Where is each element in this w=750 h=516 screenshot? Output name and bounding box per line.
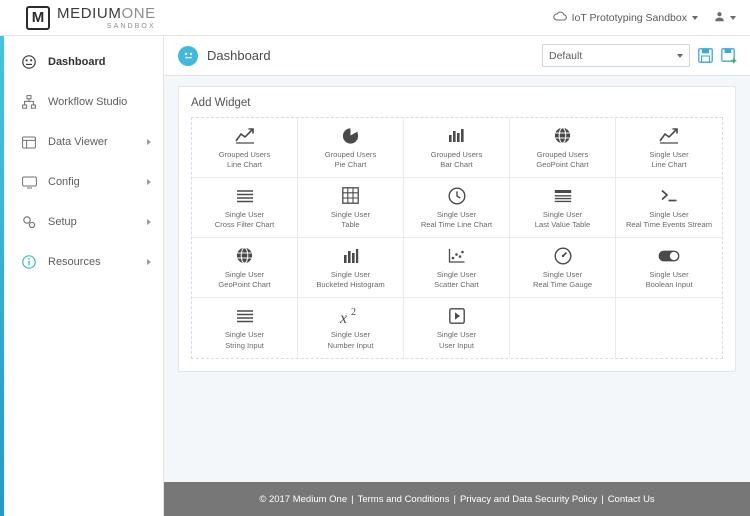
sidebar-item-dashboard[interactable] — [0, 42, 163, 82]
sidebar-item-workflow-studio[interactable] — [0, 82, 163, 122]
brand-subtitle: SANDBOX — [106, 22, 156, 30]
widget-grid-empty-cell — [616, 298, 722, 358]
svg-text:x: x — [339, 310, 347, 326]
widget-label-line1: Single User — [649, 209, 689, 219]
gauge-icon — [554, 245, 572, 267]
widget-label-line1: Single User — [330, 269, 371, 279]
widget-label-line2: User Input — [438, 340, 475, 350]
sidebar-item-config[interactable] — [0, 162, 163, 202]
brand-title — [57, 6, 156, 21]
footer-separator: | — [601, 493, 604, 505]
widget-grouped-users-pie-chart[interactable] — [298, 118, 404, 178]
dashboard-icon — [20, 55, 38, 69]
footer-link-privacy[interactable]: Privacy and Data Security Policy — [459, 493, 598, 505]
chevron-right-icon — [147, 139, 151, 145]
terminal-icon — [660, 185, 678, 207]
widget-label-line1: Single User — [224, 209, 265, 219]
sidebar-item-resources[interactable] — [0, 242, 163, 282]
chevron-right-icon — [147, 179, 151, 185]
widget-single-user-user-input[interactable] — [404, 298, 510, 358]
widget-label-line1: Grouped Users — [218, 149, 271, 159]
widget-label-line2: Scatter Chart — [434, 280, 479, 289]
widget-label-line2: Bucketed Histogram — [316, 280, 385, 289]
globe-icon — [235, 245, 254, 267]
widget-single-user-cross-filter-chart[interactable] — [192, 178, 298, 238]
widget-label-line1: Single User — [436, 209, 477, 219]
widget-grid-empty-cell — [510, 298, 616, 358]
widget-label-line1: Single User — [436, 269, 477, 279]
widget-single-user-scatter-chart[interactable] — [404, 238, 510, 298]
widget-label-line2: GeoPoint Chart — [218, 280, 271, 289]
widget-grouped-users-line-chart[interactable] — [192, 118, 298, 178]
footer-copyright: © 2017 Medium One — [259, 493, 348, 505]
widget-label-line2: Line Chart — [651, 160, 687, 169]
clock-icon — [448, 185, 466, 207]
brand-title-bold: MEDIUM — [57, 4, 122, 22]
top-bar — [0, 0, 750, 36]
widget-single-user-real-time-events-stream[interactable] — [616, 178, 722, 238]
exponent-icon — [339, 305, 363, 327]
brand-logo[interactable] — [26, 6, 156, 30]
save-button[interactable] — [697, 47, 714, 64]
footer — [164, 482, 750, 516]
widget-grid — [192, 118, 722, 358]
widget-label-line2: GeoPoint Chart — [536, 160, 589, 169]
widget-single-user-string-input[interactable] — [192, 298, 298, 358]
globe-icon — [553, 125, 572, 147]
lines-icon — [236, 185, 254, 207]
widget-label-line2: Number Input — [327, 340, 374, 350]
widget-label-line2: Real Time Gauge — [532, 280, 593, 289]
body — [0, 36, 750, 516]
sidebar-item-data-viewer[interactable] — [0, 122, 163, 162]
panel-area — [164, 76, 750, 482]
line-chart-icon — [235, 125, 255, 147]
widget-label-line2: Cross Filter Chart — [214, 220, 275, 229]
play-icon — [449, 305, 465, 327]
widget-single-user-table[interactable] — [298, 178, 404, 238]
user-icon — [714, 11, 725, 25]
widget-label-line1: Single User — [649, 269, 689, 279]
info-icon — [20, 255, 38, 269]
line-chart-icon — [659, 125, 679, 147]
svg-text:2: 2 — [350, 307, 356, 319]
widget-label-line1: Single User — [224, 330, 265, 340]
sidebar — [0, 36, 164, 516]
panel-title: Add Widget — [191, 97, 251, 109]
widget-single-user-bucketed-histogram[interactable] — [298, 238, 404, 298]
chevron-down-icon — [677, 54, 683, 58]
chevron-down-icon — [730, 16, 736, 20]
sidebar-item-setup[interactable] — [0, 202, 163, 242]
widget-label-line1: Grouped Users — [536, 149, 589, 159]
scatter-icon — [448, 245, 466, 267]
user-menu[interactable] — [714, 11, 736, 25]
widget-label-line1: Grouped Users — [430, 149, 483, 159]
chevron-down-icon — [692, 16, 698, 20]
save-as-button[interactable] — [721, 47, 738, 64]
widget-label-line1: Single User — [330, 209, 371, 219]
sidebar-item-label: Workflow Studio — [48, 96, 128, 108]
footer-separator: | — [351, 493, 354, 505]
lines-icon — [236, 305, 254, 327]
brand-text — [57, 6, 156, 30]
dashboard-icon — [178, 46, 198, 66]
widget-label-line2: Boolean Input — [645, 280, 693, 289]
grid-icon — [342, 185, 359, 207]
main-content — [164, 36, 750, 516]
widget-label-line1: Single User — [542, 269, 583, 279]
sidebar-item-label: Data Viewer — [48, 136, 108, 148]
widget-label-line2: Table — [341, 220, 360, 229]
widget-single-user-real-time-line-chart[interactable] — [404, 178, 510, 238]
logo-mark: M — [26, 6, 50, 30]
widget-label-line2: Real Time Line Chart — [420, 220, 493, 229]
cloud-icon — [553, 11, 567, 24]
widget-single-user-real-time-gauge[interactable] — [510, 238, 616, 298]
widget-single-user-geopoint-chart[interactable] — [192, 238, 298, 298]
widget-single-user-last-value-table[interactable] — [510, 178, 616, 238]
widget-label-line1: Single User — [436, 330, 477, 340]
widget-label-line2: Real Time Events Stream — [625, 220, 713, 229]
widget-label-line1: Grouped Users — [324, 149, 377, 159]
widget-grouped-users-geopoint-chart[interactable] — [510, 118, 616, 178]
footer-link-contact[interactable]: Contact Us — [607, 493, 655, 505]
project-selector-label: IoT Prototyping Sandbox — [571, 11, 687, 24]
pie-chart-icon — [341, 125, 360, 147]
sidebar-item-label: Config — [48, 176, 80, 188]
dashboard-select[interactable] — [542, 44, 690, 67]
sidebar-item-label: Resources — [48, 256, 101, 268]
table-icon — [20, 136, 38, 149]
widget-grouped-users-bar-chart[interactable] — [404, 118, 510, 178]
chevron-right-icon — [147, 219, 151, 225]
brand-title-light: ONE — [121, 4, 156, 22]
footer-link-terms[interactable]: Terms and Conditions — [357, 493, 450, 505]
page-header — [164, 36, 750, 76]
widget-label-line2: String Input — [225, 340, 264, 350]
page-header-actions — [542, 44, 738, 67]
histogram-icon — [342, 245, 360, 267]
toggle-icon — [658, 245, 680, 267]
widget-grid-wrap — [191, 117, 723, 359]
widget-label-line1: Single User — [649, 149, 689, 159]
widget-single-user-boolean-input[interactable] — [616, 238, 722, 298]
add-widget-panel — [178, 86, 736, 372]
sidebar-item-label: Setup — [48, 216, 77, 228]
footer-separator: | — [453, 493, 456, 505]
widget-label-line2: Line Chart — [226, 160, 263, 169]
gear-icon — [20, 215, 38, 229]
dashboard-select-value: Default — [549, 49, 583, 62]
top-bar-right — [553, 11, 736, 25]
page-title: Dashboard — [207, 48, 271, 63]
chevron-right-icon — [147, 259, 151, 265]
widget-single-user-number-input[interactable] — [298, 298, 404, 358]
widget-label-line1: Single User — [542, 209, 583, 219]
widget-label-line2: Pie Chart — [334, 160, 367, 169]
monitor-icon — [20, 176, 38, 189]
sidebar-item-label: Dashboard — [48, 56, 106, 68]
widget-label-line2: Last Value Table — [534, 220, 591, 229]
widget-single-user-line-chart[interactable] — [616, 118, 722, 178]
workflow-icon — [20, 95, 38, 109]
list-icon — [554, 185, 572, 207]
bar-chart-icon — [447, 125, 467, 147]
widget-label-line1: Single User — [224, 269, 265, 279]
widget-label-line1: Single User — [330, 330, 371, 340]
project-selector[interactable] — [553, 11, 698, 24]
widget-label-line2: Bar Chart — [440, 160, 473, 169]
